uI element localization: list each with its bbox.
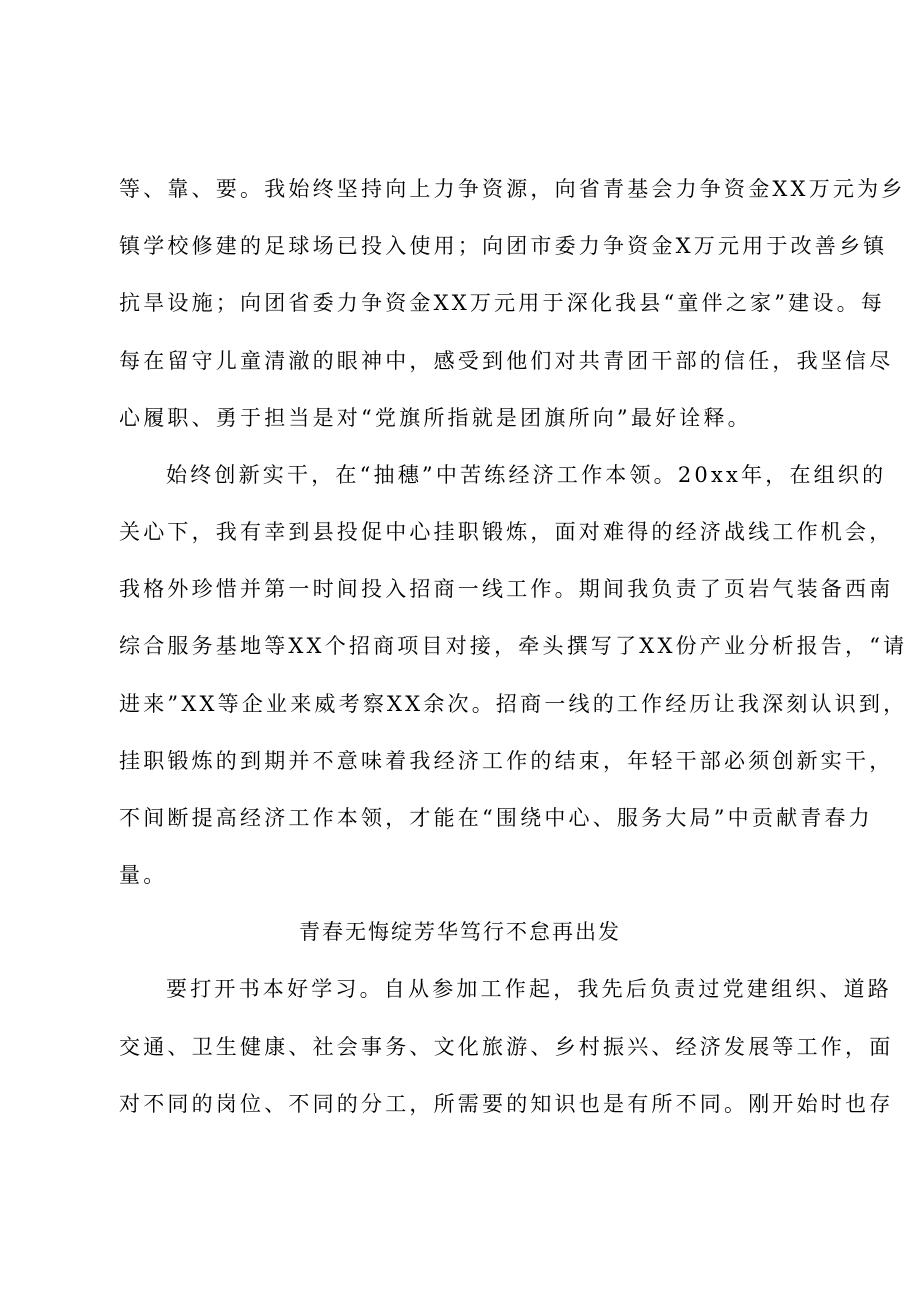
paragraph-first-line: 始终创新实干，在“抽穗”中苦练经济工作本领。20xx年，在组织的: [166, 463, 887, 487]
paragraph-line: 镇学校修建的足球场已投入使用；向团市委力争资金X万元用于改善乡镇: [119, 234, 888, 258]
paragraph-line: 心履职、勇于担当是对“党旗所指就是团旗所向”最好诠释。: [119, 406, 752, 430]
paragraph-line: 不间断提高经济工作本领，才能在“围绕中心、服务大局”中贡献青春力: [119, 806, 873, 830]
paragraph-line: 进来”XX等企业来威考察XX余次。招商一线的工作经历让我深刻认识到，: [119, 692, 908, 716]
paragraph-line: 交通、卫生健康、社会事务、文化旅游、乡村振兴、经济发展等工作，面: [119, 1035, 894, 1059]
paragraph-line: 对不同的岗位、不同的分工，所需要的知识也是有所不同。刚开始时也存: [119, 1092, 894, 1116]
paragraph-line: 挂职锻炼的到期并不意味着我经济工作的结束，年轻干部必须创新实干，: [119, 749, 894, 773]
paragraph-line: 等、靠、要。我始终坚持向上力争资源，向省青基会力争资金XX万元为乡: [119, 177, 906, 201]
paragraph-line: 抗旱设施；向团省委力争资金XX万元用于深化我县“童伴之家”建设。每: [119, 291, 885, 315]
paragraph-line: 我格外珍惜并第一时间投入招商一线工作。期间我负责了页岩气装备西南: [119, 577, 894, 601]
paragraph-first-line: 要打开书本好学习。自从参加工作起，我先后负责过党建组织、道路: [166, 977, 892, 1001]
paragraph-line: 每在留守儿童清澈的眼神中，感受到他们对共青团干部的信任，我坚信尽: [119, 349, 894, 373]
paragraph-line: 量。: [119, 863, 168, 887]
paragraph-line: 综合服务基地等XX个招商项目对接，牵头撰写了XX份产业分析报告，“请: [119, 634, 908, 658]
section-heading: 青春无悔绽芳华笃行不怠再出发: [299, 920, 621, 944]
paragraph-line: 关心下，我有幸到县投促中心挂职锻炼，面对难得的经济战线工作机会，: [119, 520, 894, 544]
